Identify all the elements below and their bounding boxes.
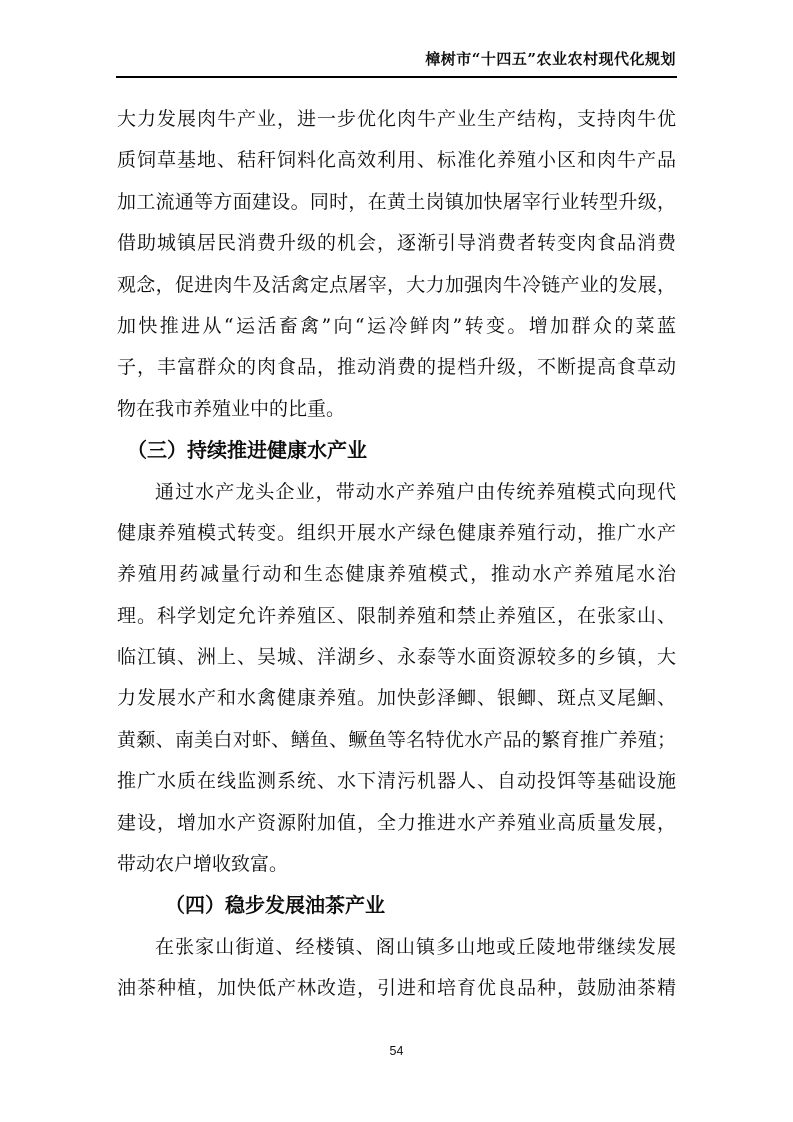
paragraph-first-line: 通过水产龙头企业，带动水产养殖户由传统养殖模式向现代: [155, 480, 676, 503]
text-line: 养殖用药减量行动和生态健康养殖模式，推动水产养殖尾水治: [117, 563, 676, 586]
section-heading-4: （四）稳步发展油茶产业: [165, 893, 385, 918]
page-number: 54: [389, 1044, 404, 1058]
page-header-title: 樟树市“十四五”农业农村现代化规划: [425, 50, 676, 68]
text-line: 健康养殖模式转变。组织开展水产绿色健康养殖行动，推广水产: [117, 521, 676, 544]
text-line: 加快推进从“运活畜禽”向“运冷鲜肉”转变。增加群众的菜蓝: [117, 314, 676, 337]
paragraph-end-line: 带动农户增收致富。: [117, 853, 289, 876]
text-line: 子，丰富群众的肉食品，推动消费的提档升级，不断提高食草动: [117, 356, 676, 379]
paragraph-first-line: 在张家山街道、经楼镇、阁山镇多山地或丘陵地带继续发展: [155, 935, 676, 958]
text-line: 质饲草基地、秸秆饲料化高效利用、标准化养殖小区和肉牛产品: [117, 149, 676, 172]
text-line: 临江镇、洲上、吴城、洋湖乡、永泰等水面资源较多的乡镇，大: [117, 646, 676, 669]
document-body: [117, 99, 676, 1010]
text-line: 推广水质在线监测系统、水下清污机器人、自动投饵等基础设施: [117, 770, 676, 793]
text-line: 大力发展肉牛产业，进一步优化肉牛产业生产结构，支持肉牛优: [117, 108, 676, 130]
text-line: 理。科学划定允许养殖区、限制养殖和禁止养殖区，在张家山、: [117, 604, 676, 627]
text-line: 加工流通等方面建设。同时，在黄土岗镇加快屠宰行业转型升级，: [117, 190, 676, 213]
section-heading-3: （三）持续推进健康水产业: [127, 438, 367, 463]
paragraph-end-line: 物在我市养殖业中的比重。: [117, 397, 346, 420]
text-line: 观念，促进肉牛及活禽定点屠宰，大力加强肉牛冷链产业的发展，: [117, 273, 676, 296]
header-rule: [116, 76, 677, 78]
text-line: 建设，增加水产资源附加值，全力推进水产养殖业高质量发展，: [117, 811, 676, 834]
text-line: 借助城镇居民消费升级的机会，逐渐引导消费者转变肉食品消费: [117, 232, 676, 255]
text-line: 油茶种植，加快低产林改造，引进和培育优良品种，鼓励油茶精: [117, 977, 676, 1000]
text-line: 力发展水产和水禽健康养殖。加快彭泽鲫、银鲫、斑点叉尾鮰、: [117, 687, 676, 710]
text-line: 黄颡、南美白对虾、鳝鱼、鳜鱼等名特优水产品的繁育推广养殖；: [117, 728, 676, 751]
